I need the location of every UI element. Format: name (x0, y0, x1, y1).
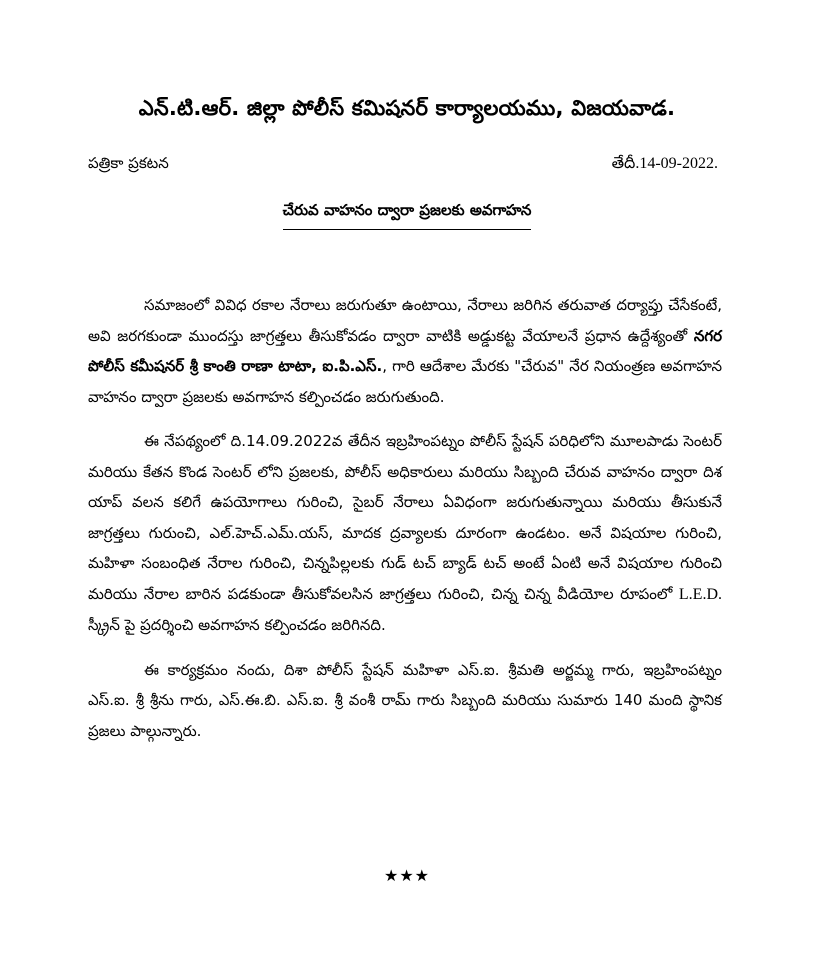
release-date: తేదీ.14-09-2022. (611, 155, 718, 172)
office-title: ఎన్.టి.ఆర్. జిల్లా పోలీస్ కమిషనర్ కార్యాలయము, విజయవాడ. (138, 96, 676, 120)
subject-heading: చేరువ వాహనం ద్వారా ప్రజలకు అవగాహన (283, 201, 532, 230)
subject-heading-wrapper (0, 200, 814, 230)
commissioner-name: నగర పోలీస్ కమీషనర్ శ్రీ కాంతి రాణా టాటా, ఐ.పి.ఎస్. (88, 326, 722, 375)
paragraph-1-text-b: , గారి ఆదేశాల మేరకు "చేరువ" నేర నియంత్రణ అవగాహన వాహనం ద్వారా ప్రజలకు అవగాహన కల్పించడం జరుగుతుంది. (88, 357, 722, 406)
paragraph-2 (88, 426, 722, 641)
paragraph-3: ఈ కార్యక్రమం నందు, దిశా పోలీస్ స్టేషన్ మహిళా ఎస్.ఐ. శ్రీమతి అర్జమ్మ గారు, ఇబ్రహింపట్నం ఎస్.ఐ. శ్రీ శ్రీను గారు, ఎస్.ఈ.బి. ఎస్.ఐ. శ్రీ వంశీ రామ్ గారు సిబ్బంది మరియు సుమారు 140 మంది స్థానిక ప్రజలు పాల్గున్నారు. (88, 660, 722, 740)
press-release-label: పత్రికా ప్రకటన (88, 154, 169, 172)
release-body (88, 290, 722, 760)
end-mark: ★★★ (383, 866, 431, 885)
paragraph-2-text-a: ఈ నేపథ్యంలో ది.14.09.2022వ తేదీన ఇబ్రహింపట్నం పోలీస్ స్టేషన్ పరిధిలోని మూలపాడు సెంటర్ మరియు కేతన కొండ సెంటర్ లోని ప్రజలకు, పోలీస్ అధికారులు మరియు సిబ్బంది చేరువ వాహనం ద్వారా దిశ యాప్ వలన కలిగే ఉపయోగాలు గురించి, సైబర్ నేరాలు ఏవిధంగా జరుగుతున్నాయి మరియు తీసుకునే జాగ్రత్తలు గురుంచి, ఎల్.హెచ్.ఎమ్.యస్, మాదక ద్రవ్యాలకు దూరంగా ఉండటం. అనే విషయాల గురించి, మహిళా సంబంధిత నేరాల గురించి, చిన్నపిల్లలకు గుడ్ టచ్ బ్యాడ్ టచ్ అంటే ఏంటి అనే విషయాల గురించి మరియు నేరాల బారిన పడకుండా తీసుకోవలసిన జాగ్రత్తలు గురించి, చిన్న చిన్న వీడియోల రూపంలో (88, 432, 722, 603)
led-term: L.E.D. (678, 585, 722, 603)
paragraph-1 (88, 290, 722, 412)
paragraph-2-text-b: స్క్రీన్ పై ప్రదర్శించి అవగాహన కల్పించడం జరిగినది. (88, 616, 386, 634)
paragraph-1-text-a: సమాజంలో వివిధ రకాల నేరాలు జరుగుతూ ఉంటాయి, నేరాలు జరిగిన తరువాత దర్యాప్తు చేసేకంటే, అవి జరగకుండా ముందస్తు జాగ్రత్తలు తీసుకోవడం ద్వారా వాటికి అడ్డుకట్ట వేయాలనే ప్రధాన ఉద్దేశ్యంతో (88, 296, 722, 345)
